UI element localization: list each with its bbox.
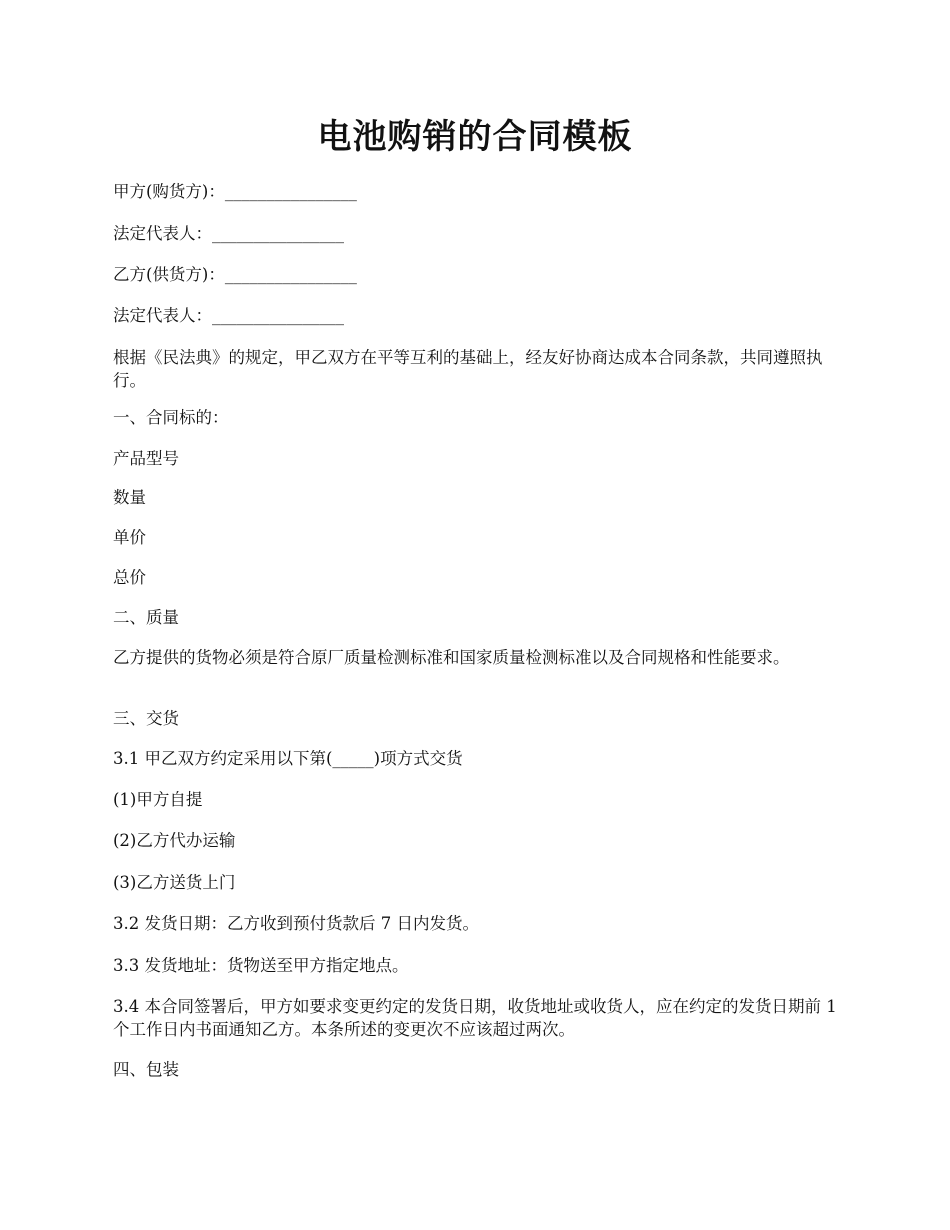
section-heading-contract-subject: 一、合同标的： [113,408,229,427]
item-quantity: 数量 [113,488,146,507]
item-product-model: 产品型号 [113,449,179,468]
section-heading-delivery: 三、交货 [113,709,179,728]
document-title: 电池购销的合同模板 [317,117,633,157]
delivery-clause-3-2: 3.2 发货日期：乙方收到预付货款后 7 日内发货。 [113,914,479,933]
section-heading-quality: 二、质量 [113,608,179,627]
delivery-option-3: (3)乙方送货上门 [113,873,236,892]
preamble-paragraph: 根据《民法典》的规定，甲乙双方在平等互利的基础上，经友好协商达成本合同条款，共同遵照执行。 [113,348,823,390]
party-b-legal-representative: 法定代表人：________________ [113,306,344,325]
delivery-clause-3-1: 3.1 甲乙双方约定采用以下第(_____)项方式交货 [113,749,463,768]
quality-paragraph: 乙方提供的货物必须是符合原厂质量检测标准和国家质量检测标准以及合同规格和性能要求。 [113,648,790,667]
section-heading-packaging: 四、包装 [113,1060,179,1079]
party-a-legal-representative: 法定代表人：________________ [113,224,344,243]
delivery-option-2: (2)乙方代办运输 [113,831,236,850]
delivery-option-1: (1)甲方自提 [113,790,203,809]
party-b-supplier: 乙方(供货方)：________________ [113,265,357,284]
item-total-price: 总价 [113,568,146,587]
party-a-buyer: 甲方(购货方)：________________ [113,182,357,201]
item-unit-price: 单价 [113,528,146,547]
delivery-clause-3-4: 3.4 本合同签署后，甲方如要求变更约定的发货日期，收货地址或收货人，应在约定的发货日期前 1 个工作日内书面通知乙方。本条所述的变更次不应该超过两次。 [113,997,837,1039]
delivery-clause-3-3: 3.3 发货地址：货物送至甲方指定地点。 [113,956,409,975]
